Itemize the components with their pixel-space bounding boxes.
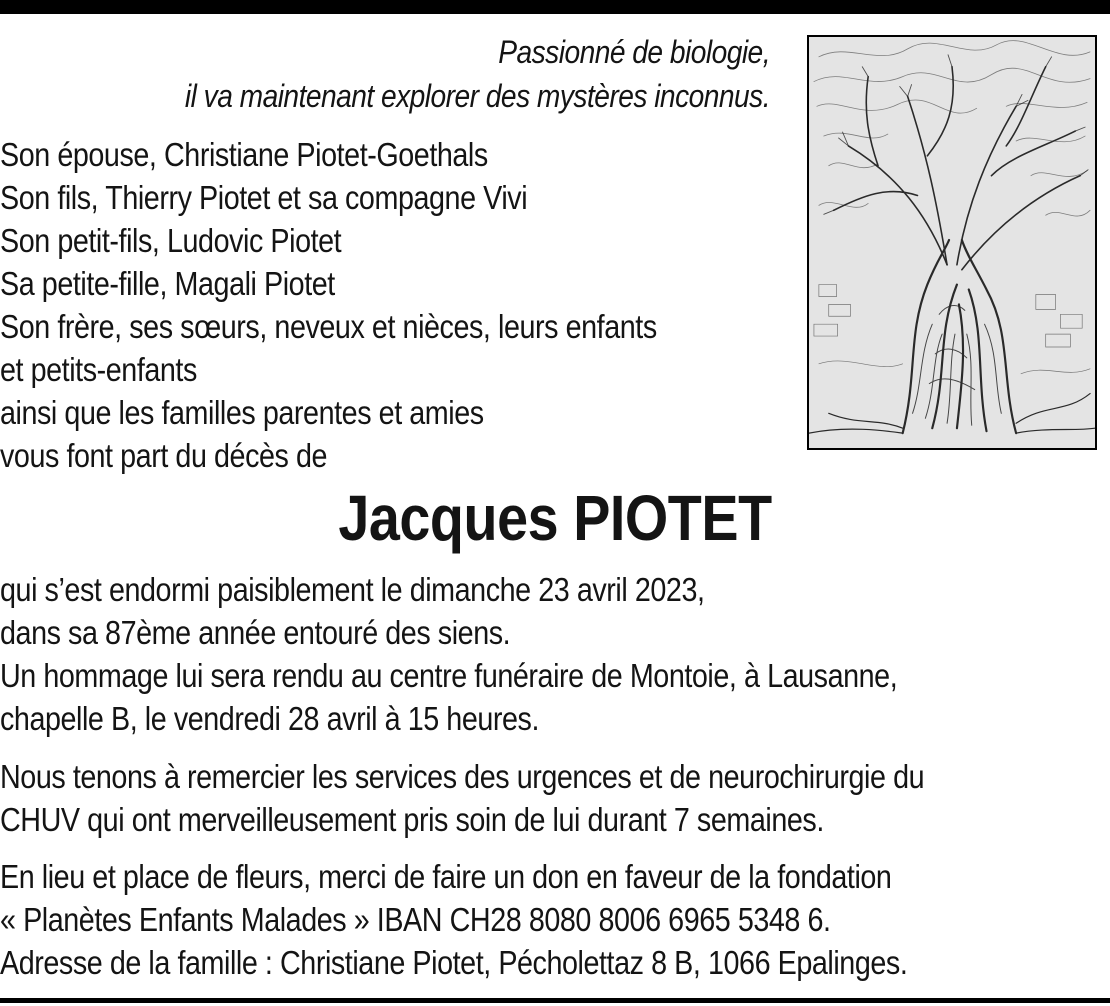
donation-line: En lieu et place de fleurs, merci de faire un don en faveur de la fondation xyxy=(0,858,892,895)
donation-paragraph xyxy=(0,855,1079,984)
announcement-line: chapelle B, le vendredi 28 avril à 15 heures. xyxy=(0,700,540,737)
olive-tree-drawing-icon xyxy=(807,35,1097,450)
donation-line: « Planètes Enfants Malades » IBAN CH28 8080 8006 6965 5348 6. xyxy=(0,901,831,938)
donation-line: Adresse de la famille : Christiane Piotet, Pécholettaz 8 B, 1066 Epalinges. xyxy=(0,944,908,981)
announcement-line: Un hommage lui sera rendu au centre funéraire de Montoie, à Lausanne, xyxy=(0,657,898,694)
family-line: Son épouse, Christiane Piotet-Goethals xyxy=(0,136,488,173)
epigraph-line-2: il va maintenant explorer des mystères inconnus. xyxy=(184,78,770,114)
family-line: Son petit-fils, Ludovic Piotet xyxy=(0,222,342,259)
family-line: Sa petite-fille, Magali Piotet xyxy=(0,265,335,302)
epigraph xyxy=(92,30,770,118)
family-line: ainsi que les familles parentes et amies xyxy=(0,394,484,431)
top-rule xyxy=(0,0,1110,14)
thanks-paragraph xyxy=(0,755,1079,841)
family-list xyxy=(0,133,696,477)
announcement-line: dans sa 87ème année entouré des siens. xyxy=(0,614,511,651)
family-line: vous font part du décès de xyxy=(0,437,328,474)
bottom-rule xyxy=(0,998,1110,1003)
deceased-name: Jacques PIOTET xyxy=(338,482,772,554)
family-line: Son fils, Thierry Piotet et sa compagne Vivi xyxy=(0,179,528,216)
epigraph-line-1: Passionné de biologie, xyxy=(498,34,770,70)
family-line: Son frère, ses sœurs, neveux et nièces, leurs enfants xyxy=(0,308,657,345)
family-line: et petits-enfants xyxy=(0,351,197,388)
announcement-line: qui s’est endormi paisiblement le dimanche 23 avril 2023, xyxy=(0,571,705,608)
thanks-line: CHUV qui ont merveilleusement pris soin de lui durant 7 semaines. xyxy=(0,801,824,838)
announcement-paragraph xyxy=(0,568,1079,740)
thanks-line: Nous tenons à remercier les services des urgences et de neurochirurgie du xyxy=(0,758,925,795)
